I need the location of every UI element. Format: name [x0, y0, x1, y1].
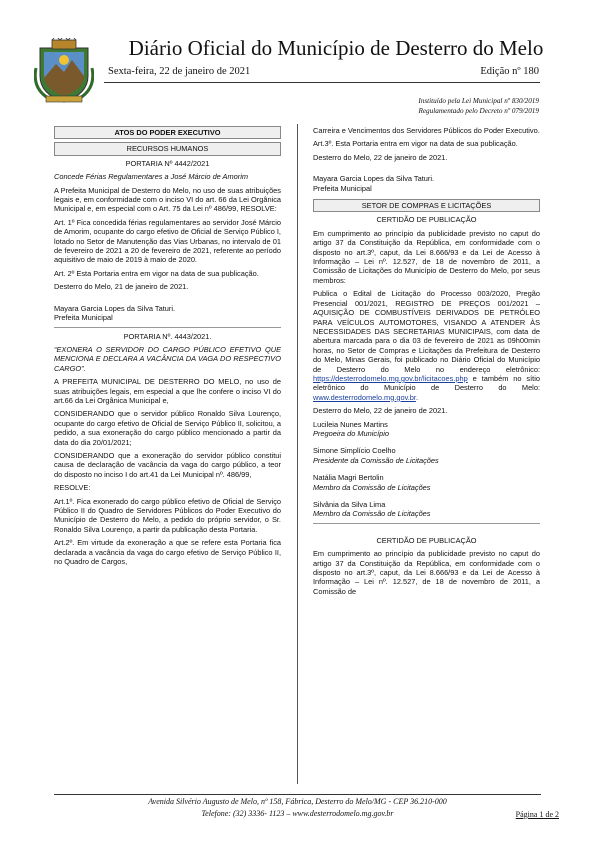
- signature-name: Mayara Garcia Lopes da Silva Taturi.: [313, 174, 435, 184]
- member-role: Membro da Comissão de Licitações: [313, 482, 431, 492]
- licitacoes-link[interactable]: https://desterrodomelo.mg.gov.br/licitacoes.php: [313, 373, 468, 383]
- municipality-website-link[interactable]: www.desterrodomelo.mg.gov.br: [313, 392, 416, 402]
- issue-date: Sexta-feira, 22 de janeiro de 2021: [108, 66, 251, 77]
- municipal-crest-logo: [34, 38, 94, 104]
- certificate-body: Publica o Edital de Licitação do Processo 003/2020, Pregão Presencial 001/2021, REGISTRO DE PREÇOS 001/2021 – AQUISIÇÃO DE COMBUSTÍVEIS DERIVADOS DE PETRÓLEO PARA VEÍCULOS AUTOMOTORES, VISANDO A ATENDER ÀS NECESSIDADES DAS SECRETARIAS MUNICIPAIS, com data de abertura marcada para o dia 03 de fevereiro de 2021 as 09h00min horas, no Setor de Compras e Licitações da Prefeitura de Desterro do Melo, Minas Gerais, foi publicado no Diário Oficial do Município de Desterro do Melo no endereço eletrônico: https://desterrodomelo.mg.gov.br/licitacoes.php e também no sítio eletrônico do Município de Desterro do Melo: www.desterrodomelo.mg.gov.br.: [313, 289, 540, 402]
- portaria-4443-summary: “EXONERA O SERVIDOR DO CARGO PÚBLICO EFETIVO QUE MENCIONA E DECLARA A VACÂNCIA DA VAGA DO RESPECTIVO CARGO”.: [54, 344, 281, 373]
- certificate-title-2: CERTIDÃO DE PUBLICAÇÃO: [376, 535, 477, 545]
- portaria-4443-art3: Art.3º. Esta Portaria entra em vigor na data de sua publicação.: [313, 139, 518, 149]
- edition-number: Edição nº 180: [480, 66, 539, 77]
- certificate-body-text-2: e também no sítio eletrônico do Município de Desterro do Melo:: [313, 373, 540, 393]
- instituted-by: Instituído pela Lei Municipal nº 830/2019: [418, 97, 539, 105]
- certificate-title: CERTIDÃO DE PUBLICAÇÃO: [376, 215, 477, 225]
- certificate-body-text: Publica o Edital de Licitação do Processo 003/2020, Pregão Presencial 001/2021, REGISTRO DE PREÇOS 001/2021 – AQUISIÇÃO DE COMBUSTÍVEIS DERIVADOS DE PETRÓLEO PARA VEÍCULOS AUTOMOTORES, VISANDO A ATENDER ÀS NECESSIDADES DAS SECRETARIAS MUNICIPAIS, com data de abertura marcada para o dia 03 de fevereiro de 2021 as 09h00min horas, no Setor de Compras e Licitações da Prefeitura de Desterro do Melo, Minas Gerais, foi publicado no Diário Oficial do Município de Desterro do Melo no endereço eletrônico:: [313, 289, 540, 374]
- member-role: Pregoeira do Município: [313, 428, 390, 438]
- section-heading-executive: [54, 126, 281, 139]
- portaria-4443-considering-1: CONSIDERANDO que o servidor público Ronaldo Silva Lourenço, ocupante do cargo efetivo de Oficial de Serviço Público II, solicitou, a pedido, a sua exoneração do cargo público mencionado a partir da data do dia 20/01/2021;: [54, 409, 281, 447]
- page-number: Página 1 de 2: [515, 810, 559, 819]
- portaria-4442-title: PORTARIA Nº 4442/2021: [125, 158, 210, 168]
- portaria-4443-art2: Art.2º. Em virtude da exoneração a que se refere esta Portaria fica declarada a vacância da vaga do cargo efetivo de Serviço Público II, no Quadro de Cargos,: [54, 538, 281, 567]
- separator: [54, 327, 281, 328]
- member-name: Lucileia Nunes Martins: [313, 419, 388, 429]
- signature-role: Prefeita Municipal: [313, 183, 372, 193]
- portaria-4442-intro: A Prefeita Municipal de Desterro do Melo, no uso de suas atribuições legais e, em conformidade com o inciso VI do art. 66 da Lei Orgânica Municipal e, em especial com o Art. 75 da Lei nº 486/99, RESOLVE:: [54, 185, 281, 214]
- legal-basis: [418, 96, 539, 116]
- regulated-by: Regulamentado pelo Decreto nº 079/2019: [418, 107, 539, 115]
- column-divider: [297, 124, 298, 784]
- portaria-4443-considering-2: CONSIDERANDO que a exoneração do servidor público constitui causa de declaração de vacância da vaga do cargo público, a teor do disposto no inciso I do art.41 da Lei Municipal nº. 486/99,: [54, 450, 281, 479]
- portaria-4442-summary: Concede Férias Regulamentares a José Márcio de Amorim: [54, 172, 249, 182]
- left-column: [54, 126, 281, 570]
- header-rule: [104, 82, 540, 83]
- separator: [313, 523, 540, 524]
- portaria-4443-art1: Art.1º. Fica exonerado do cargo público efetivo de Oficial de Serviço Público II do Quadro de Servidores Públicos do Poder Executivo do Município de Desterro do Melo, a pedido do próprio servidor, o Sr. Ronaldo Silva Lourenço, a partir da publicação desta Portaria.: [54, 496, 281, 534]
- portaria-4442-art1: Art. 1º Fica concedida férias regulamentares ao servidor José Márcio de Amorim, ocupante do cargo efetivo de Oficial de Serviço Público I, lotado no Setor de Manutenção das Vias Urbanas, no intervalo de 01 de fevereiro de 2021 a 20 de fevereiro de 2021, referente ao período aquisitivo de maio de 2019 à maio de 2020.: [54, 217, 281, 265]
- signature-name: Mayara Garcia Lopes da Silva Taturi.: [54, 303, 176, 313]
- portaria-4443-date: Desterro do Melo, 22 de janeiro de 2021.: [313, 152, 448, 162]
- footer-rule: [54, 794, 541, 795]
- portaria-4442-art2: Art. 2º Esta Portaria entra em vigor na data de sua publicação.: [54, 268, 259, 278]
- member-role: Presidente da Comissão de Licitações: [313, 455, 439, 465]
- member-name: Simone Simplício Coelho: [313, 446, 396, 456]
- certificate-intro: Em cumprimento ao princípio da publicidade previsto no caput do artigo 37 da Constituição da República, em conformidade com o disposto no art.3º, caput, da Lei 8.666/93 e da Lei de Acesso à Informação – Lei nº. 12.527, de 18 de novembro de 2011, a Comissão de Licitações do Município de Desterro do Melo, por seus membros:: [313, 228, 540, 285]
- member-role: Membro da Comissão de Licitações: [313, 509, 431, 519]
- section-title: ATOS DO PODER EXECUTIVO: [114, 128, 221, 137]
- section-heading-hr: RECURSOS HUMANOS: [54, 142, 281, 155]
- newspaper-title: Diário Oficial do Município de Desterro do Melo: [128, 36, 544, 60]
- portaria-4443-intro: A PREFEITA MUNICIPAL DE DESTERRO DO MELO, no uso de suas atribuições legais, em especial a que lhe confere o inciso VI do art.66 da Lei Orgânica Municipal e,: [54, 377, 281, 405]
- portaria-4442-date: Desterro do Melo, 21 de janeiro de 2021.: [54, 282, 189, 292]
- portaria-4443-title: PORTARIA Nº. 4443/2021.: [123, 331, 212, 341]
- member-name: Silvânia da Silva Lima: [313, 500, 386, 509]
- portaria-continuation: Carreira e Vencimentos dos Servidores Públicos do Poder Executivo.: [313, 126, 540, 135]
- section-heading-procurement: SETOR DE COMPRAS E LICITAÇÕES: [313, 199, 540, 212]
- portaria-4443-resolve: RESOLVE:: [54, 483, 91, 493]
- footer-address: Avenida Silvério Augusto de Melo, nº 158, Fábrica, Desterro do Melo/MG - CEP 36.210-000: [148, 797, 447, 806]
- member-name: Natália Magri Bertolin: [313, 473, 384, 483]
- certificate-date: Desterro do Melo, 22 de janeiro de 2021.: [313, 406, 448, 416]
- certificate-intro-2: Em cumprimento ao princípio da publicidade previsto no caput do artigo 37 da Constituição da República, em conformidade com o disposto no art.3º, caput, da Lei 8.666/93 e da Lei de Acesso à Informação – Lei nº. 12.527, de 18 de novembro de 2011, a Comissão de: [313, 549, 540, 596]
- footer-contact: Telefone: (32) 3336- 1123 – www.desterrodomelo.mg.gov.br: [201, 809, 394, 818]
- signature-role: Prefeita Municipal: [54, 313, 113, 323]
- right-column: [313, 126, 540, 600]
